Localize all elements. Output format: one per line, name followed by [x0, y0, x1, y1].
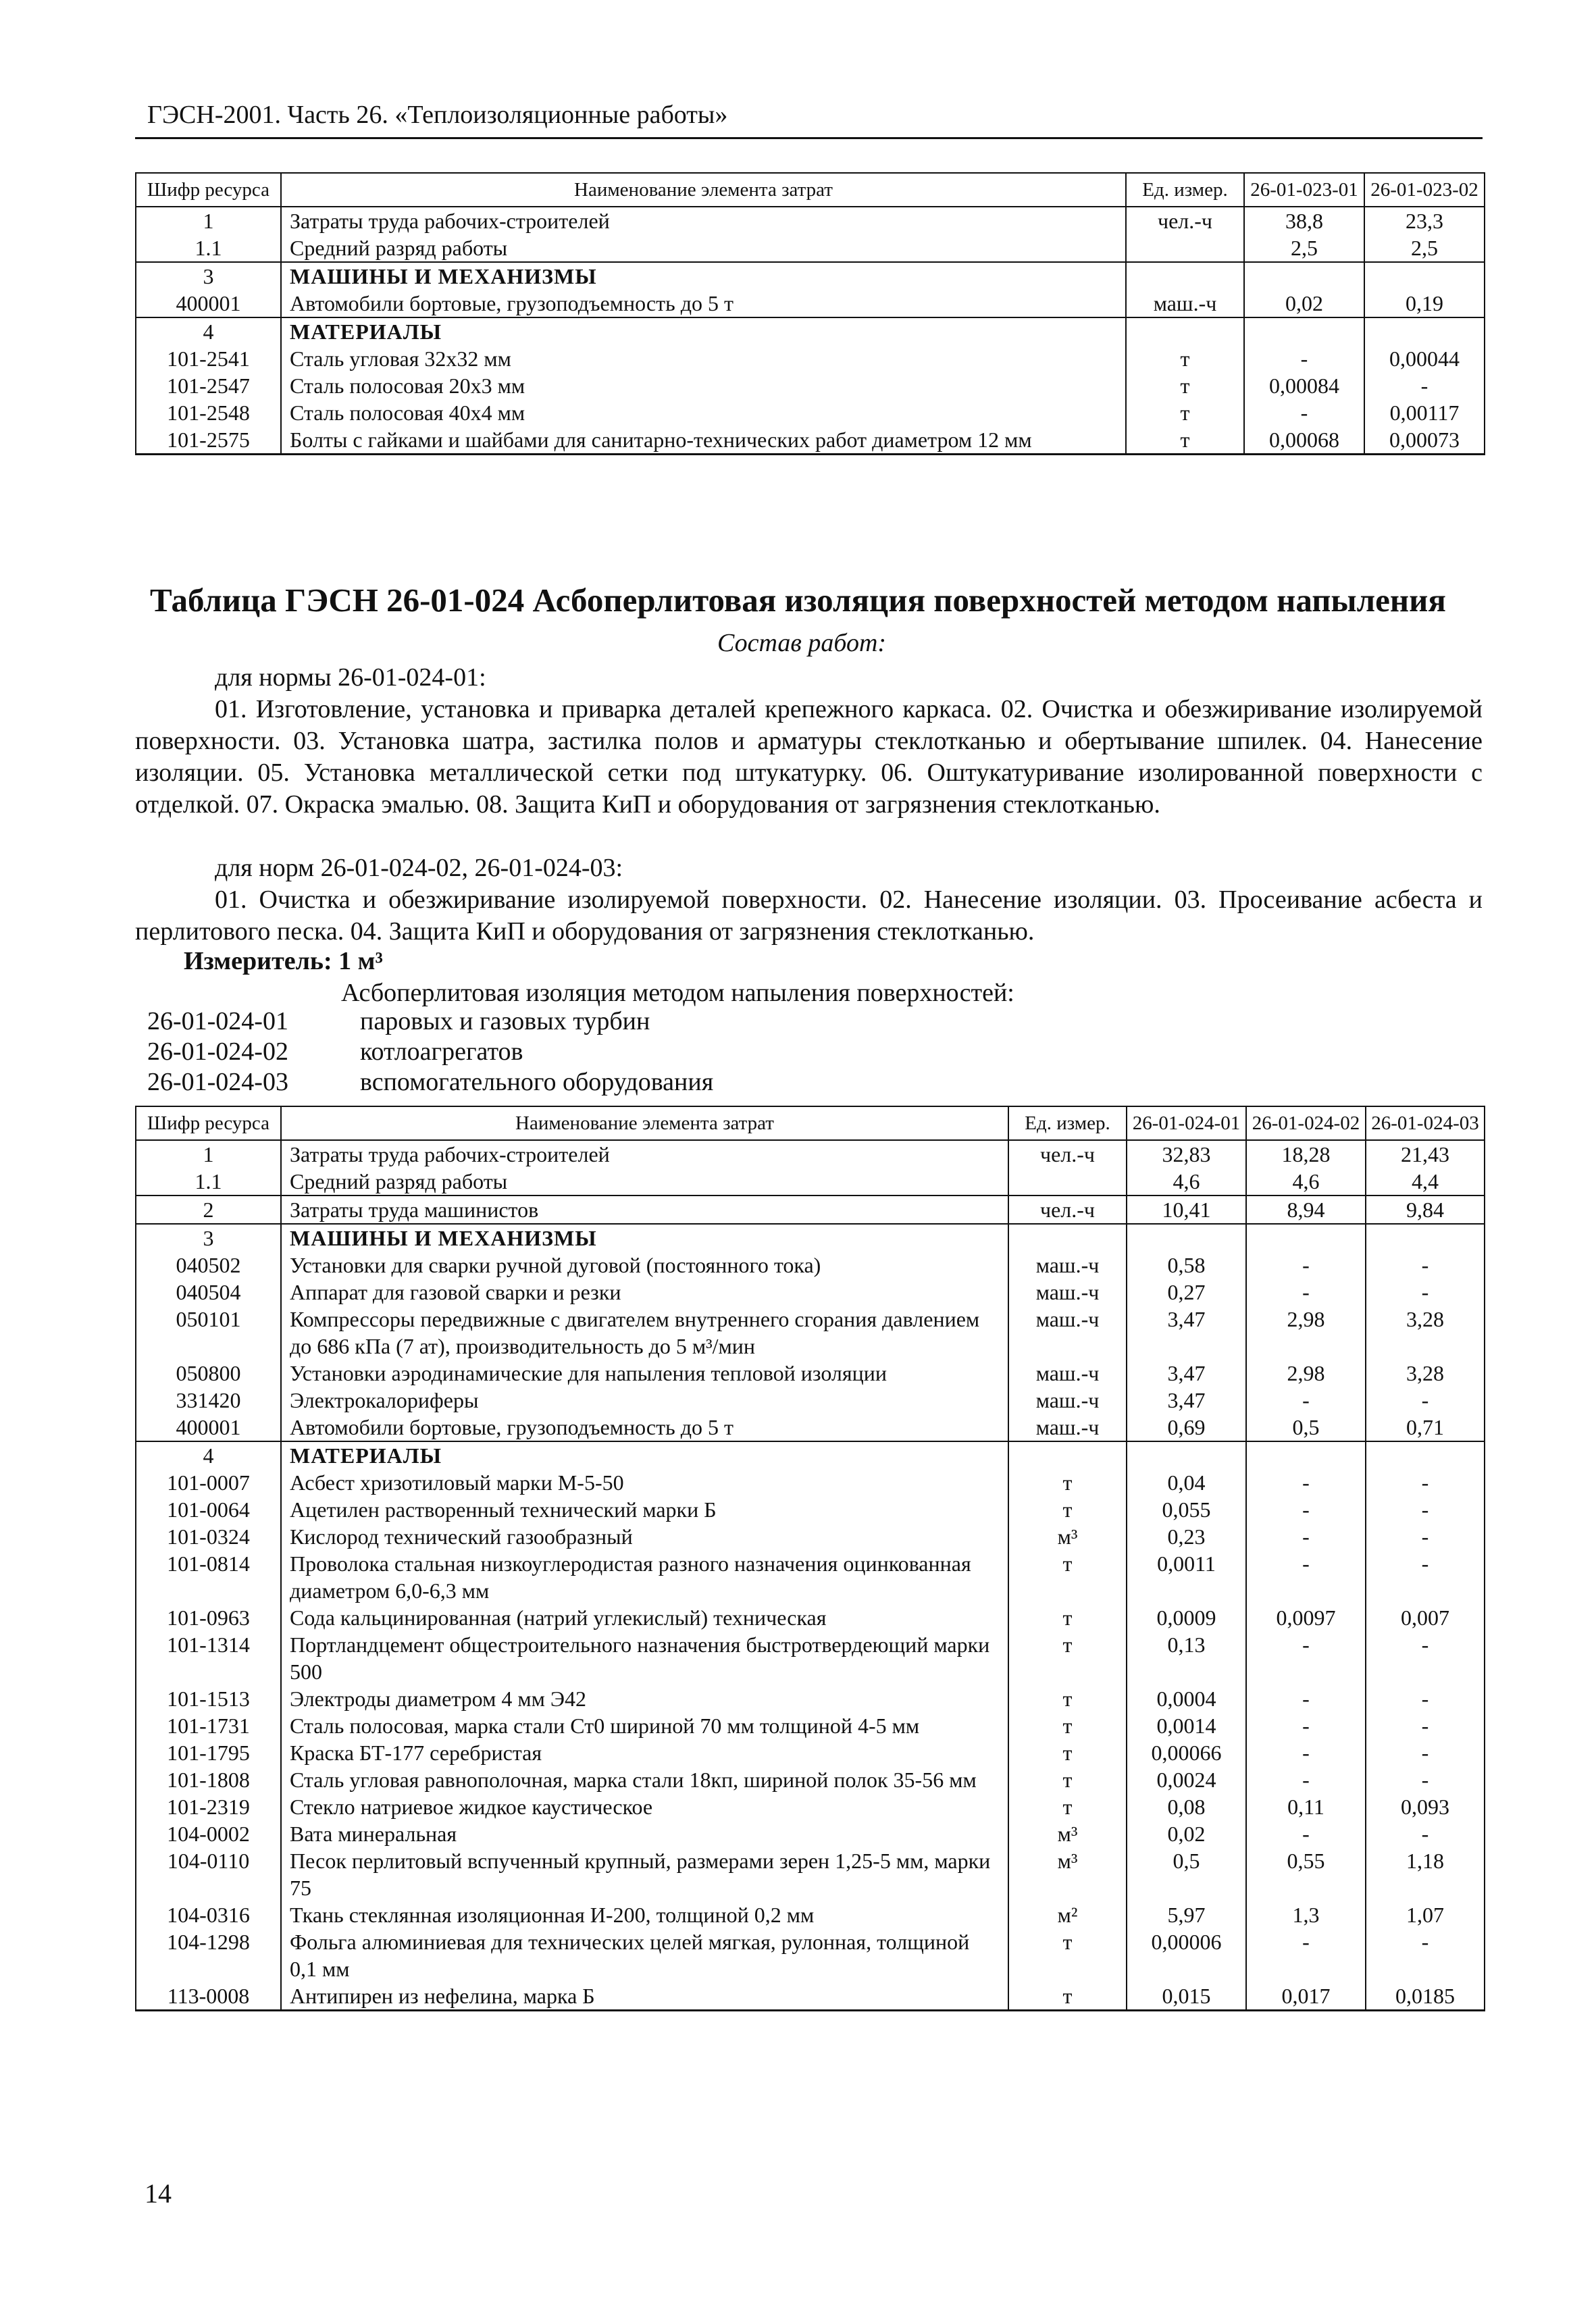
norm-value: 1,18 [1366, 1847, 1485, 1901]
unit: т [1008, 1469, 1127, 1496]
resource-code: 104-1298 [136, 1928, 281, 1982]
norm-value [1246, 1441, 1366, 1469]
table-row [136, 290, 1485, 317]
resource-name: Сталь полосовая 20х3 мм [281, 372, 1126, 399]
table-row [136, 1739, 1485, 1766]
unit [1008, 1441, 1127, 1469]
norm-value: 1,07 [1366, 1901, 1485, 1928]
norm-value: 0,02 [1244, 290, 1364, 317]
norm-value: 8,94 [1246, 1195, 1366, 1224]
resource-code: 104-0316 [136, 1901, 281, 1928]
table-row [136, 1523, 1485, 1550]
resource-name: Затраты труда рабочих-строителей [281, 207, 1126, 234]
table-row [136, 1360, 1485, 1387]
resource-code: 101-0007 [136, 1469, 281, 1496]
table-row [136, 234, 1485, 262]
norm-value: 0,0024 [1127, 1766, 1246, 1793]
resource-code: 101-1513 [136, 1685, 281, 1712]
unit: т [1126, 345, 1244, 372]
table-header-row [136, 173, 1485, 207]
unit: маш.-ч [1008, 1387, 1127, 1414]
table-row [136, 1901, 1485, 1928]
table-row [136, 1252, 1485, 1279]
norm-value: 9,84 [1366, 1195, 1485, 1224]
norm-value: 0,23 [1127, 1523, 1246, 1550]
unit: т [1008, 1928, 1127, 1982]
resource-code: 3 [136, 262, 281, 290]
norm-value: 23,3 [1364, 207, 1485, 234]
norm-value [1366, 1224, 1485, 1252]
col-header-code: Шифр ресурса [136, 173, 281, 207]
norm-value: - [1366, 1766, 1485, 1793]
table-row [136, 1387, 1485, 1414]
norm-value: 0,00084 [1244, 372, 1364, 399]
table-row [136, 1306, 1485, 1360]
unit: т [1126, 372, 1244, 399]
resource-name: Электрокалориферы [281, 1387, 1008, 1414]
col-header-unit: Ед. измер. [1008, 1106, 1127, 1140]
norm-value: 0,055 [1127, 1496, 1246, 1523]
unit [1008, 1168, 1127, 1195]
resource-code: 101-2548 [136, 399, 281, 426]
norm-value [1127, 1224, 1246, 1252]
table-row [136, 317, 1485, 345]
norm-value: 1,3 [1246, 1901, 1366, 1928]
table-row [136, 1604, 1485, 1631]
resource-name: Автомобили бортовые, грузоподъемность до 5 т [281, 1414, 1008, 1441]
unit: чел.-ч [1126, 207, 1244, 234]
unit: чел.-ч [1008, 1140, 1127, 1168]
variant-label: паровых и газовых турбин [360, 1007, 650, 1035]
variants-intro: Асбоперлитовая изоляция методом напыления поверхностей: [341, 979, 1014, 1007]
resource-code: 3 [136, 1224, 281, 1252]
measure-unit: Измеритель: 1 м³ [184, 947, 383, 975]
norm-value: 0,0009 [1127, 1604, 1246, 1631]
norm-value: 0,13 [1127, 1631, 1246, 1685]
norm-value: 0,0004 [1127, 1685, 1246, 1712]
resource-code: 101-1314 [136, 1631, 281, 1685]
norm-value: 0,007 [1366, 1604, 1485, 1631]
norm-value: - [1366, 1496, 1485, 1523]
norm-value [1366, 1441, 1485, 1469]
norm-value: 0,27 [1127, 1279, 1246, 1306]
norm-value [1364, 262, 1485, 290]
col-header-code: Шифр ресурса [136, 1106, 281, 1140]
resource-code: 104-0110 [136, 1847, 281, 1901]
table-resources-023 [135, 172, 1485, 455]
running-header: ГЭСН-2001. Часть 26. «Теплоизоляционные работы» [147, 101, 728, 129]
resource-name: Ацетилен растворенный технический марки Б [281, 1496, 1008, 1523]
norm-value: 0,69 [1127, 1414, 1246, 1441]
resource-code: 101-0814 [136, 1550, 281, 1604]
norm-value: 0,5 [1246, 1414, 1366, 1441]
table-body [136, 1140, 1485, 2011]
norm-value: - [1246, 1469, 1366, 1496]
table-row [136, 426, 1485, 455]
norm-value: 0,02 [1127, 1820, 1246, 1847]
unit: т [1008, 1712, 1127, 1739]
table-row [136, 1441, 1485, 1469]
resource-code: 101-0324 [136, 1523, 281, 1550]
table-row [136, 1140, 1485, 1168]
norm-value: - [1366, 1685, 1485, 1712]
col-header-norm: 26-01-024-03 [1366, 1106, 1485, 1140]
unit: т [1008, 1793, 1127, 1820]
norm-value: - [1366, 1523, 1485, 1550]
resource-code: 2 [136, 1195, 281, 1224]
resource-code: 1 [136, 207, 281, 234]
table-row [136, 1550, 1485, 1604]
unit: т [1126, 426, 1244, 455]
norm-value: 38,8 [1244, 207, 1364, 234]
norm-value: - [1366, 1712, 1485, 1739]
norm-value: 0,19 [1364, 290, 1485, 317]
norm-value [1364, 317, 1485, 345]
unit: т [1008, 1739, 1127, 1766]
resource-code: 101-1808 [136, 1766, 281, 1793]
table-row [136, 1793, 1485, 1820]
variant-label: котлоагрегатов [360, 1037, 523, 1066]
resource-name: Сталь полосовая, марка стали Ст0 шириной 70 мм толщиной 4-5 мм [281, 1712, 1008, 1739]
resource-name: Антипирен из нефелина, марка Б [281, 1982, 1008, 2011]
resource-code: 400001 [136, 1414, 281, 1441]
col-header-norm: 26-01-023-02 [1364, 173, 1485, 207]
table-row [136, 345, 1485, 372]
unit: т [1008, 1550, 1127, 1604]
norm-value: - [1366, 1279, 1485, 1306]
norm2-label: для норм 26-01-024-02, 26-01-024-03: [215, 854, 623, 882]
resource-code: 101-1795 [136, 1739, 281, 1766]
table-row [136, 1766, 1485, 1793]
norm-value: - [1246, 1279, 1366, 1306]
resource-code: 101-2547 [136, 372, 281, 399]
table-row [136, 1928, 1485, 1982]
unit: т [1008, 1604, 1127, 1631]
norm-value: - [1364, 372, 1485, 399]
norm-value: 4,4 [1366, 1168, 1485, 1195]
unit: м² [1008, 1901, 1127, 1928]
unit: т [1008, 1631, 1127, 1685]
norm-value: - [1246, 1523, 1366, 1550]
norm-value: - [1246, 1252, 1366, 1279]
norm-value: - [1246, 1550, 1366, 1604]
resource-name: Ткань стеклянная изоляционная И-200, толщиной 0,2 мм [281, 1901, 1008, 1928]
table-row [136, 262, 1485, 290]
resource-code: 101-2319 [136, 1793, 281, 1820]
norm-value: - [1366, 1820, 1485, 1847]
norm-value: 21,43 [1366, 1140, 1485, 1168]
resource-name: Установки аэродинамические для напыления тепловой изоляции [281, 1360, 1008, 1387]
norm-value [1127, 1441, 1246, 1469]
norm-value: - [1244, 345, 1364, 372]
resource-code: 1.1 [136, 234, 281, 262]
norm-value: 0,11 [1246, 1793, 1366, 1820]
norm-value: - [1246, 1685, 1366, 1712]
unit: т [1008, 1496, 1127, 1523]
resource-name: Сталь угловая равнополочная, марка стали 18кп, шириной полок 35-56 мм [281, 1766, 1008, 1793]
table-resources-024 [135, 1106, 1485, 2011]
resource-code: 4 [136, 317, 281, 345]
table-row [136, 1168, 1485, 1195]
norm-value: - [1246, 1631, 1366, 1685]
unit: маш.-ч [1008, 1252, 1127, 1279]
table-row [136, 1685, 1485, 1712]
resource-code: 4 [136, 1441, 281, 1469]
col-header-name: Наименование элемента затрат [281, 173, 1126, 207]
norm-value: 2,98 [1246, 1306, 1366, 1360]
resource-name: Фольга алюминиевая для технических целей мягкая, рулонная, толщиной 0,1 мм [281, 1928, 1008, 1982]
resource-name: Электроды диаметром 4 мм Э42 [281, 1685, 1008, 1712]
resource-name: Сода кальцинированная (натрий углекислый) техническая [281, 1604, 1008, 1631]
resource-name: Портландцемент общестроительного назначения быстротвердеющий марки 500 [281, 1631, 1008, 1685]
norm-value: 0,017 [1246, 1982, 1366, 2011]
table-row [136, 1982, 1485, 2011]
norm-value: - [1246, 1739, 1366, 1766]
table-body [136, 207, 1485, 455]
norm2-text: 01. Очистка и обезжиривание изолируемой поверхности. 02. Нанесение изоляции. 03. Просеивание асбеста и перлитового песка. 04. Защита КиП и оборудования от загрязнения стеклотканью. [135, 885, 1483, 946]
resource-code: 040502 [136, 1252, 281, 1279]
norm-value: 0,0097 [1246, 1604, 1366, 1631]
resource-code: 1 [136, 1140, 281, 1168]
resource-name: Сталь угловая 32х32 мм [281, 345, 1126, 372]
norm-value: - [1244, 399, 1364, 426]
norm-value: 0,0011 [1127, 1550, 1246, 1604]
table-row [136, 1496, 1485, 1523]
norm-value: - [1246, 1766, 1366, 1793]
norm-value: 0,00117 [1364, 399, 1485, 426]
resource-name: Затраты труда рабочих-строителей [281, 1140, 1008, 1168]
norm-value: - [1366, 1739, 1485, 1766]
header-rule [135, 137, 1483, 139]
resource-name: Песок перлитовый вспученный крупный, размерами зерен 1,25-5 мм, марки 75 [281, 1847, 1008, 1901]
col-header-unit: Ед. измер. [1126, 173, 1244, 207]
col-header-norm: 26-01-024-01 [1127, 1106, 1246, 1140]
resource-code: 113-0008 [136, 1982, 281, 2011]
norm-value: 3,47 [1127, 1360, 1246, 1387]
table-row [136, 1224, 1485, 1252]
resource-name: Кислород технический газообразный [281, 1523, 1008, 1550]
resource-code: 101-0064 [136, 1496, 281, 1523]
resource-code: 400001 [136, 290, 281, 317]
unit: чел.-ч [1008, 1195, 1127, 1224]
unit: маш.-ч [1008, 1306, 1127, 1360]
unit: м³ [1008, 1523, 1127, 1550]
col-header-name: Наименование элемента затрат [281, 1106, 1008, 1140]
table-row [136, 372, 1485, 399]
table-row [136, 1279, 1485, 1306]
table-row [136, 1195, 1485, 1224]
resource-name: Асбест хризотиловый марки М-5-50 [281, 1469, 1008, 1496]
norm-value: - [1366, 1469, 1485, 1496]
section-heading: МАТЕРИАЛЫ [281, 1441, 1008, 1469]
unit: маш.-ч [1126, 290, 1244, 317]
unit [1126, 234, 1244, 262]
resource-name: Сталь полосовая 40х4 мм [281, 399, 1126, 426]
norm1-text: 01. Изготовление, установка и приварка деталей крепежного каркаса. 02. Очистка и обезжиривание изолируемой поверхности. 03. Установка шатра, застилка полов и арматуры стеклотканью и обертывание шпилек. 04. Нанесение изоляции. 05. Установка металлической сетки под штукатурку. 06. Оштукатуривание изолированной поверхности с отделкой. 07. Окраска эмалью. 08. Защита КиП и оборудования от загрязнения стеклотканью. [135, 695, 1483, 819]
variant-label: вспомогательного оборудования [360, 1068, 714, 1096]
norm-value: 0,015 [1127, 1982, 1246, 2011]
norm-value: - [1366, 1252, 1485, 1279]
unit: маш.-ч [1008, 1414, 1127, 1441]
norm-value: 0,0014 [1127, 1712, 1246, 1739]
page-number: 14 [145, 2178, 172, 2209]
resource-name: Средний разряд работы [281, 1168, 1008, 1195]
norm-value: - [1246, 1820, 1366, 1847]
norm-value: 3,47 [1127, 1306, 1246, 1360]
resource-name: Краска БТ-177 серебристая [281, 1739, 1008, 1766]
norm-value: - [1366, 1387, 1485, 1414]
resource-code: 101-2575 [136, 426, 281, 455]
norm-value: 0,00073 [1364, 426, 1485, 455]
norm-value [1244, 262, 1364, 290]
unit: маш.-ч [1008, 1360, 1127, 1387]
norm-value: 0,58 [1127, 1252, 1246, 1279]
norm-value: - [1246, 1496, 1366, 1523]
norm-value: 3,28 [1366, 1306, 1485, 1360]
norm-value: 2,5 [1364, 234, 1485, 262]
resource-name: Аппарат для газовой сварки и резки [281, 1279, 1008, 1306]
norm-value: - [1366, 1928, 1485, 1982]
resource-code: 331420 [136, 1387, 281, 1414]
section-heading: МАШИНЫ И МЕХАНИЗМЫ [281, 262, 1126, 290]
resource-code: 040504 [136, 1279, 281, 1306]
norm-value: 32,83 [1127, 1140, 1246, 1168]
norm-value [1246, 1224, 1366, 1252]
resource-code: 104-0002 [136, 1820, 281, 1847]
resource-code: 050101 [136, 1306, 281, 1360]
unit [1008, 1224, 1127, 1252]
composition-label: Состав работ: [717, 629, 887, 657]
norm-value: - [1246, 1928, 1366, 1982]
norm-value: 0,5 [1127, 1847, 1246, 1901]
norm-value: 0,0185 [1366, 1982, 1485, 2011]
resource-name: Автомобили бортовые, грузоподъемность до 5 т [281, 290, 1126, 317]
table-row [136, 399, 1485, 426]
unit: т [1126, 399, 1244, 426]
norm-value: 4,6 [1127, 1168, 1246, 1195]
table-header-row [136, 1106, 1485, 1140]
section-heading: МАШИНЫ И МЕХАНИЗМЫ [281, 1224, 1008, 1252]
norm-value [1244, 317, 1364, 345]
unit: м³ [1008, 1820, 1127, 1847]
norm-value: 2,98 [1246, 1360, 1366, 1387]
col-header-norm: 26-01-023-01 [1244, 173, 1364, 207]
norm-value: 3,28 [1366, 1360, 1485, 1387]
resource-name: Установки для сварки ручной дуговой (постоянного тока) [281, 1252, 1008, 1279]
norm-value: - [1366, 1631, 1485, 1685]
norm-value: 0,55 [1246, 1847, 1366, 1901]
norm-value: 0,08 [1127, 1793, 1246, 1820]
norm-value: - [1246, 1712, 1366, 1739]
norm-value: - [1366, 1550, 1485, 1604]
norm1-label: для нормы 26-01-024-01: [215, 663, 486, 692]
norm-value: 0,71 [1366, 1414, 1485, 1441]
section-heading: МАТЕРИАЛЫ [281, 317, 1126, 345]
resource-code: 101-2541 [136, 345, 281, 372]
table-title: Таблица ГЭСН 26-01-024 Асбоперлитовая изоляция поверхностей методом напыления [150, 582, 1446, 619]
table-row [136, 207, 1485, 234]
unit [1126, 317, 1244, 345]
unit: т [1008, 1982, 1127, 2011]
norm-value: 0,00066 [1127, 1739, 1246, 1766]
resource-name: Затраты труда машинистов [281, 1195, 1008, 1224]
table-row [136, 1414, 1485, 1441]
variant-code: 26-01-024-03 [147, 1068, 288, 1096]
unit: маш.-ч [1008, 1279, 1127, 1306]
norm-value: - [1246, 1387, 1366, 1414]
table-row [136, 1469, 1485, 1496]
resource-code: 050800 [136, 1360, 281, 1387]
resource-code: 1.1 [136, 1168, 281, 1195]
col-header-norm: 26-01-024-02 [1246, 1106, 1366, 1140]
unit: м³ [1008, 1847, 1127, 1901]
norm-value: 10,41 [1127, 1195, 1246, 1224]
norm-value: 0,093 [1366, 1793, 1485, 1820]
norm-value: 0,04 [1127, 1469, 1246, 1496]
resource-name: Болты с гайками и шайбами для санитарно-технических работ диаметром 12 мм [281, 426, 1126, 455]
resource-code: 101-1731 [136, 1712, 281, 1739]
norm-value: 5,97 [1127, 1901, 1246, 1928]
table-row [136, 1712, 1485, 1739]
variant-code: 26-01-024-01 [147, 1007, 288, 1035]
norm-value: 0,00044 [1364, 345, 1485, 372]
table-row [136, 1820, 1485, 1847]
table-row [136, 1847, 1485, 1901]
unit: т [1008, 1685, 1127, 1712]
resource-name: Средний разряд работы [281, 234, 1126, 262]
resource-name: Стекло натриевое жидкое каустическое [281, 1793, 1008, 1820]
unit [1126, 262, 1244, 290]
resource-name: Компрессоры передвижные с двигателем внутреннего сгорания давлением до 686 кПа (7 ат), производительность до 5 м³/мин [281, 1306, 1008, 1360]
norm-value: 2,5 [1244, 234, 1364, 262]
norm-value: 0,00006 [1127, 1928, 1246, 1982]
resource-name: Вата минеральная [281, 1820, 1008, 1847]
norm-value: 18,28 [1246, 1140, 1366, 1168]
unit: т [1008, 1766, 1127, 1793]
resource-name: Проволока стальная низкоуглеродистая разного назначения оцинкованная диаметром 6,0-6,3 мм [281, 1550, 1008, 1604]
resource-code: 101-0963 [136, 1604, 281, 1631]
table-row [136, 1631, 1485, 1685]
norm-value: 4,6 [1246, 1168, 1366, 1195]
variant-code: 26-01-024-02 [147, 1037, 288, 1066]
norm-value: 3,47 [1127, 1387, 1246, 1414]
norm-value: 0,00068 [1244, 426, 1364, 455]
